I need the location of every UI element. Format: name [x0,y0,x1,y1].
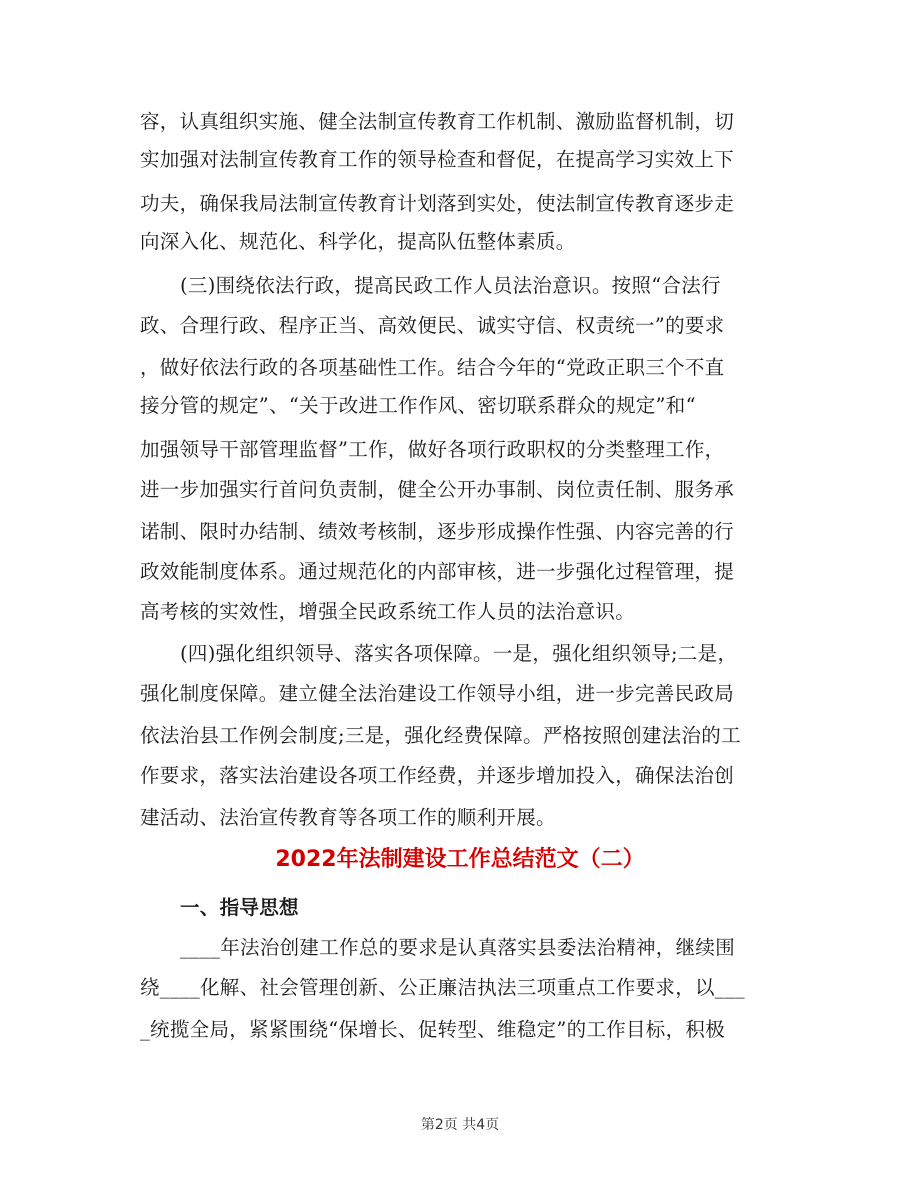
paragraph-line: 强化制度保障。建立健全法治建设工作领导小组，进一步完善民政局 [140,682,735,705]
page-number-footer: 第2页 共4页 [420,1117,500,1133]
paragraph-line: 进一步加强实行首问负责制，健全公开办事制、岗位责任制、服务承 [140,478,735,501]
paragraph-line: 建活动、法治宣传教育等各项工作的顺利开展。 [140,806,556,829]
paragraph-line: 政、合理行政、程序正当、高效便民、诚实守信、权责统一”的要求 [140,314,725,337]
paragraph-line: 接分管的规定”、“关于改进工作作风、密切联系群众的规定”和“ [140,394,696,417]
section-heading: 一、指导思想 [180,896,299,919]
paragraph-line: 高考核的实效性，增强全民政系统工作人员的法治意识。 [140,600,636,623]
paragraph-line: 政效能制度体系。通过规范化的内部审核，进一步强化过程管理，提 [140,560,735,583]
paragraph-line: 加强领导干部管理监督”工作，做好各项行政职权的分类整理工作， [140,438,725,461]
paragraph-line: (三)围绕依法行政，提高民政工作人员法治意识。按照“合法行 [180,274,721,297]
paragraph-line: _统揽全局，紧紧围绕“保增长、促转型、维稳定”的工作目标，积极 [140,1018,725,1041]
paragraph-line: 容，认真组织实施、健全法制宣传教育工作机制、激励监督机制，切 [140,110,735,133]
paragraph-line: 依法治县工作例会制度;三是，强化经费保障。严格按照创建法治的工 [140,724,741,747]
paragraph-line: ，做好依法行政的各项基础性工作。结合今年的“党政正职三个不直 [140,356,725,379]
paragraph-line: ____年法治创建工作总的要求是认真落实县委法治精神，继续围 [180,936,735,959]
paragraph-line: 功夫，确保我局法制宣传教育计划落到实处，使法制宣传教育逐步走 [140,192,735,215]
paragraph-line: 向深入化、规范化、科学化，提高队伍整体素质。 [140,230,576,253]
paragraph-line: 作要求，落实法治建设各项工作经费，并逐步增加投入，确保法治创 [140,764,735,787]
section-title: 2022年法制建设工作总结范文（二） [275,847,645,872]
paragraph-line: (四)强化组织领导、落实各项保障。一是，强化组织领导;二是， [180,642,738,665]
paragraph-line: 诺制、限时办结制、绩效考核制，逐步形成操作性强、内容完善的行 [140,520,735,543]
paragraph-line: 绕____化解、社会管理创新、公正廉洁执法三项重点工作要求，以___ [140,976,745,999]
paragraph-line: 实加强对法制宣传教育工作的领导检查和督促，在提高学习实效上下 [140,148,735,171]
